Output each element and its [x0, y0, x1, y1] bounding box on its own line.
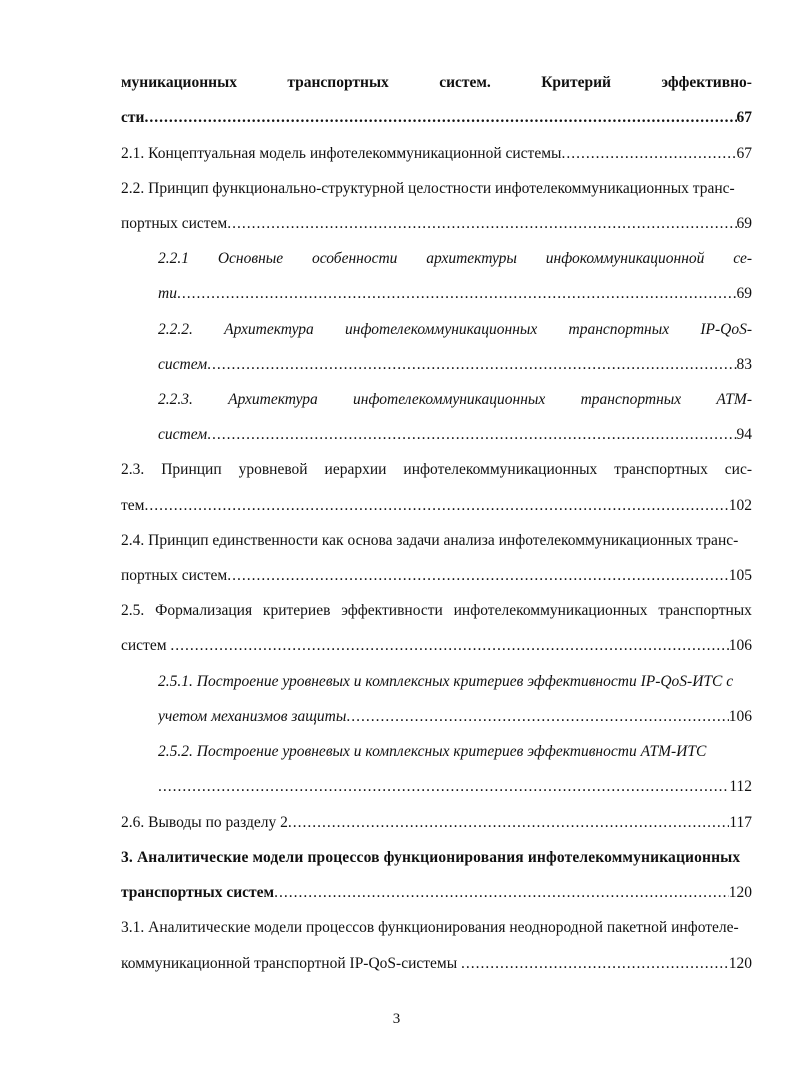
leader-dots: [288, 813, 729, 833]
leader-dots: [177, 284, 737, 304]
toc-word: сис-: [724, 461, 752, 478]
toc-word: инфокоммуникационной: [545, 250, 705, 267]
toc-title: 2.1. Концептуальная модель инфотелекоммуникационной системы: [121, 145, 562, 162]
toc-word: эффективности: [341, 602, 443, 619]
toc-page-number: 94: [736, 426, 752, 443]
toc-title: транспортных систем: [121, 884, 275, 901]
leader-dots: [144, 108, 736, 128]
toc-word: Архитектура: [228, 391, 318, 408]
toc-page-number: 112: [729, 778, 752, 795]
toc-line: [121, 460, 752, 480]
toc-line: [121, 73, 752, 93]
toc-word: особенности: [312, 250, 398, 267]
toc-title: портных систем: [121, 215, 228, 232]
toc-page-number: 105: [728, 567, 752, 584]
toc-line: [158, 249, 752, 269]
leader-dots: [274, 883, 729, 903]
toc-page-number: 69: [736, 215, 752, 232]
toc-word: инфотелекоммуникационных: [453, 602, 648, 619]
toc-line-leader: [158, 777, 752, 797]
toc-word: транспортных: [568, 321, 670, 338]
toc-word: инфотелекоммуникационных: [403, 461, 598, 478]
leader-dots: [207, 425, 736, 445]
toc-word: критериев: [262, 602, 331, 619]
toc-line-leader: [121, 813, 752, 833]
toc-line-leader: [121, 496, 752, 516]
toc-word: инфотелекоммуникационных: [345, 321, 538, 338]
toc-word: архитектуры: [426, 250, 517, 267]
toc-line-leader: [121, 108, 752, 128]
leader-dots: [227, 566, 729, 586]
toc-page-number: 69: [736, 285, 752, 302]
toc-page-number: 102: [728, 497, 752, 514]
toc-line-leader: [121, 214, 752, 234]
leader-dots: [144, 496, 728, 516]
toc-page-number: 106: [728, 708, 752, 725]
toc-word: уровневой: [238, 461, 308, 478]
toc-word: 2.5.: [121, 602, 145, 619]
leader-dots: [561, 144, 736, 164]
toc-word: инфотелекоммуникационных: [353, 391, 546, 408]
toc-word: 2.2.2.: [158, 321, 193, 338]
toc-page-number: 83: [736, 356, 752, 373]
toc-line-leader: [158, 355, 752, 375]
toc-word: эффективно-: [661, 74, 752, 91]
leader-dots: [207, 355, 736, 375]
toc-title: портных систем: [121, 567, 228, 584]
toc-line: [121, 601, 752, 621]
toc-line: 2.5.1. Построение уровневых и комплексных критериев эффективности IP-QoS-ИТС с: [158, 673, 734, 690]
toc-title: систем: [158, 426, 208, 443]
toc-word: IP-QoS-: [700, 321, 752, 338]
toc-word: транспортных: [287, 74, 389, 91]
toc-word: транспортных: [580, 391, 682, 408]
toc-line-leader: [121, 954, 752, 974]
toc-title: учетом механизмов защиты: [158, 708, 347, 725]
toc-line: 2.2. Принцип функционально-структурной целостности инфотелекоммуникационных транс-: [121, 180, 735, 197]
toc-page-number: 120: [728, 884, 752, 901]
leader-dots: [461, 954, 729, 974]
toc-line-leader: [158, 425, 752, 445]
toc-line-leader: [158, 284, 752, 304]
toc-line: 3. Аналитические модели процессов функционирования инфотелекоммуникационных: [121, 849, 741, 866]
toc-line: 2.4. Принцип единственности как основа задачи анализа инфотелекоммуникационных транс-: [121, 532, 739, 549]
toc-line-leader: [158, 707, 752, 727]
toc-word: Архитектура: [224, 321, 314, 338]
toc-word: Основные: [217, 250, 284, 267]
toc-line-leader: [121, 566, 752, 586]
toc-page-number: 120: [728, 955, 752, 972]
toc-word: Формализация: [155, 602, 253, 619]
toc-page-number: 67: [736, 145, 752, 162]
toc-title: коммуникационной транспортной IP-QoS-системы: [121, 955, 462, 972]
toc-title: систем: [158, 356, 208, 373]
toc-title: тем: [121, 497, 145, 514]
toc-word: 2.2.3.: [158, 391, 193, 408]
toc-word: Принцип: [161, 461, 222, 478]
toc-line-leader: [121, 883, 752, 903]
toc-line: 3.1. Аналитические модели процессов функционирования неоднородной пакетной инфотеле-: [121, 919, 739, 936]
toc-line-leader: [121, 636, 752, 656]
toc-word: муникационных: [121, 74, 237, 91]
toc-word: 2.2.1: [158, 250, 189, 267]
toc-title: 2.6. Выводы по разделу 2: [121, 814, 288, 831]
leader-dots: [227, 214, 736, 234]
toc-page-number: 67: [736, 109, 752, 126]
page-number: 3: [392, 1011, 401, 1027]
toc-word: транспортных: [658, 602, 752, 619]
toc-word: транспортных: [614, 461, 708, 478]
toc-word: иерархии: [324, 461, 387, 478]
leader-dots: [346, 707, 728, 727]
toc-page-number: 106: [728, 637, 752, 654]
toc-title: систем: [121, 637, 171, 654]
toc-word: 2.3.: [121, 461, 145, 478]
toc-word: систем.: [439, 74, 491, 91]
toc-title: сти: [121, 109, 145, 126]
leader-dots: [158, 777, 729, 797]
toc-word: се-: [733, 250, 752, 267]
toc-line: [158, 390, 752, 410]
toc-title: ти: [158, 285, 177, 302]
toc-line-leader: [121, 144, 752, 164]
toc-line: 2.5.2. Построение уровневых и комплексных критериев эффективности АТМ-ИТС: [158, 743, 707, 760]
toc-word: АТМ-: [716, 391, 752, 408]
leader-dots: [170, 636, 728, 656]
toc-page-number: 117: [729, 814, 752, 831]
toc-word: Критерий: [541, 74, 611, 91]
toc-line: [158, 320, 752, 340]
